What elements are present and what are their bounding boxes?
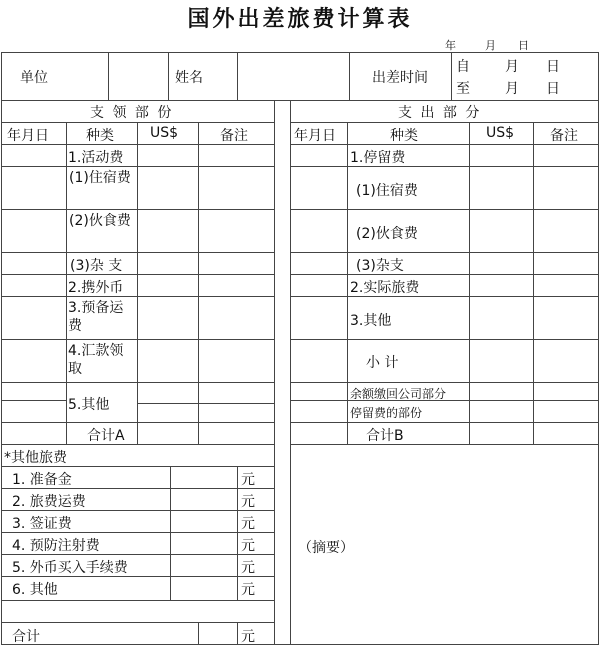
left-section-title: 支 领 部 份: [90, 105, 174, 121]
other-expenses-title: *其他旅费: [4, 450, 67, 466]
to-day-label: 日: [546, 81, 560, 97]
right-col-type: 种类: [390, 128, 418, 144]
other-item-other: 6. 其他: [12, 582, 58, 598]
summary-label: （摘要）: [298, 540, 354, 556]
other-item-reserve: 1. 准备金: [12, 472, 72, 488]
other-item-freight: 2. 旅费运费: [12, 494, 86, 510]
other-item-vaccination: 4. 预防注射费: [12, 538, 100, 554]
right-section-title: 支 出 部 分: [398, 105, 482, 121]
right-subtotal: 小 计: [366, 355, 399, 371]
right-item-refund: 余额缴回公司部分: [350, 387, 447, 401]
unit-label: 单位: [20, 70, 48, 86]
month-label: 月: [485, 39, 496, 52]
unit-yuan-total: 元: [241, 629, 255, 645]
left-item-reserve-freight: 3.预备运费: [68, 300, 124, 334]
from-month-label: 月: [505, 59, 519, 75]
left-col-date: 年月日: [7, 128, 49, 144]
right-item-stay-portion: 停留费的部份: [350, 406, 423, 420]
left-col-usd: US$: [150, 125, 179, 141]
unit-yuan-6: 元: [241, 582, 255, 598]
year-label: 年: [445, 39, 456, 52]
right-col-note: 备注: [550, 128, 578, 144]
right-total-b: 合计B: [366, 428, 404, 444]
right-item-other: 3.其他: [350, 313, 392, 329]
page-title: 国外出差旅费计算表: [187, 7, 413, 32]
right-col-date: 年月日: [294, 128, 336, 144]
unit-yuan-5: 元: [241, 560, 255, 576]
to-month-label: 月: [505, 81, 519, 97]
left-item-lodging: (1)住宿费: [69, 170, 131, 186]
left-item-activity: 1.活动费: [68, 150, 124, 166]
left-item-other: 5.其他: [68, 397, 110, 413]
other-item-visa: 3. 签证费: [12, 516, 72, 532]
other-total: 合计: [12, 629, 40, 645]
unit-yuan-2: 元: [241, 494, 255, 510]
unit-yuan-4: 元: [241, 538, 255, 554]
left-item-foreign-currency: 2.携外币: [68, 280, 124, 296]
left-item-remittance: 4.汇款领取: [68, 343, 124, 377]
left-col-type: 种类: [86, 128, 114, 144]
left-col-note: 备注: [220, 128, 248, 144]
unit-yuan-3: 元: [241, 516, 255, 532]
trip-time-label: 出差时间: [372, 70, 428, 86]
unit-yuan-1: 元: [241, 472, 255, 488]
left-total-a: 合计A: [87, 428, 125, 444]
right-item-lodging: (1)住宿费: [356, 183, 418, 199]
right-item-misc: (3)杂支: [356, 258, 404, 274]
left-item-meals: (2)伙食费: [69, 213, 131, 229]
right-item-stay: 1.停留费: [350, 150, 406, 166]
from-day-label: 日: [546, 59, 560, 75]
name-label: 姓名: [175, 70, 203, 86]
from-label: 自: [456, 59, 470, 75]
right-item-actual-travel: 2.实际旅费: [350, 280, 420, 296]
day-label: 日: [518, 39, 529, 52]
left-item-misc: (3)杂 支: [70, 258, 123, 274]
other-item-exchange-fee: 5. 外币买入手续费: [12, 560, 128, 576]
right-item-meals: (2)伙食费: [356, 226, 418, 242]
to-label: 至: [456, 81, 470, 97]
right-col-usd: US$: [486, 125, 515, 141]
